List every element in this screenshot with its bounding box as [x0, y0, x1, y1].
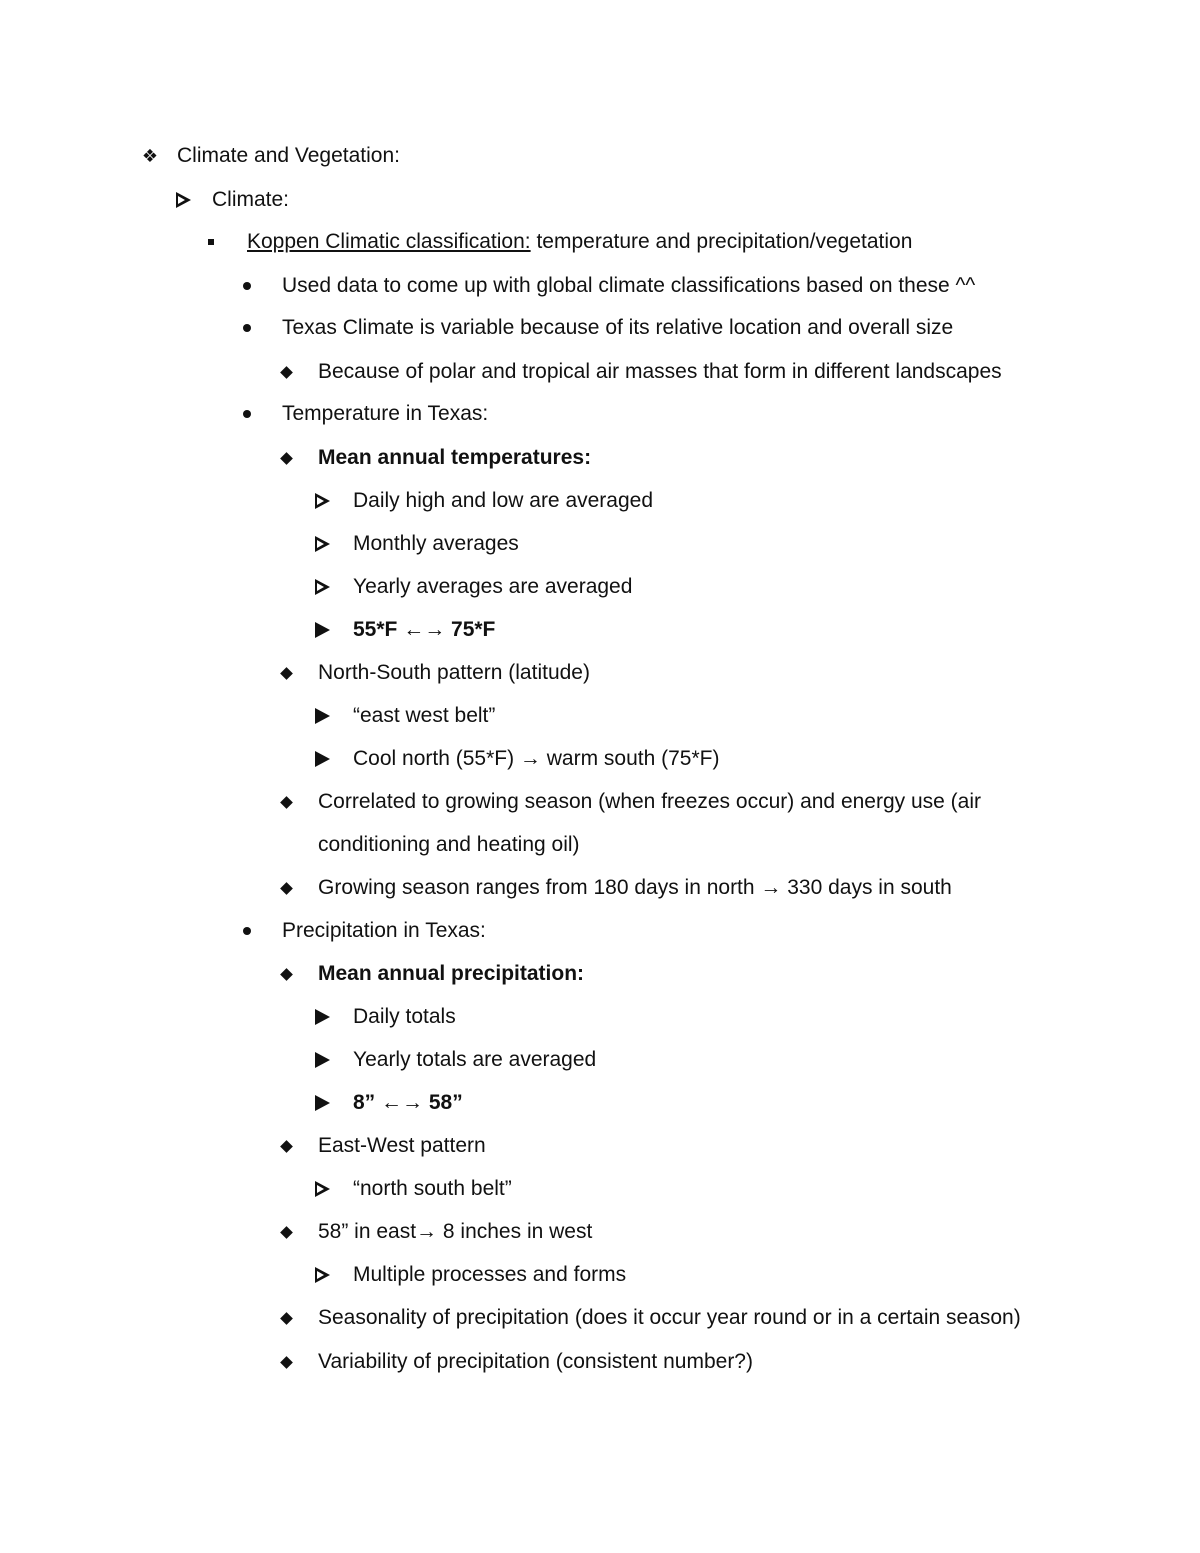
outline-item-text: North-South pattern (latitude) [318, 661, 590, 684]
outline-item [0, 270, 1200, 302]
hollow-arrowhead-icon [311, 571, 333, 603]
outline-item [0, 872, 1200, 904]
hollow-arrowhead-icon [311, 528, 333, 560]
outline-item [0, 140, 1200, 172]
outline-item [0, 1087, 1200, 1119]
outline-item [0, 1130, 1200, 1162]
diamond-bullet-icon [275, 1346, 297, 1378]
diamond-bullet-icon [275, 786, 297, 818]
diamond-bullet-icon [275, 958, 297, 990]
outline-item [0, 1259, 1200, 1291]
ornament-icon: ❖ [141, 146, 159, 166]
outline-item-text: conditioning and heating oil) [318, 833, 580, 856]
outline-item [0, 442, 1200, 474]
diamond-bullet-icon [275, 872, 297, 904]
outline-item [0, 184, 1200, 216]
hollow-arrowhead-icon [311, 1259, 333, 1291]
diamond-bullet-icon [275, 1130, 297, 1162]
outline-item [0, 1302, 1200, 1334]
outline-item [0, 1346, 1200, 1378]
outline-item [0, 700, 1200, 732]
outline-item-text: Mean annual precipitation: [318, 962, 585, 985]
outline-item-text: Growing season ranges from 180 days in north → 330 days in south [318, 876, 952, 899]
outline-item-text: Precipitation in Texas: [282, 919, 486, 942]
outline-item-text: Mean annual temperatures: [318, 446, 592, 469]
term-definition: temperature and precipitation/vegetation [530, 230, 913, 253]
term-label: Koppen Climatic classification: [247, 230, 531, 253]
outline-item-text: Correlated to growing season (when freezes occur) and energy use (air [318, 790, 982, 813]
dot-bullet-icon [236, 312, 258, 344]
outline-item-text: Daily high and low are averaged [353, 489, 654, 512]
dot-bullet-icon [236, 398, 258, 430]
arrowhead-icon [311, 1044, 333, 1076]
outline-item-text: Monthly averages [353, 532, 519, 555]
arrowhead-icon [311, 700, 333, 732]
outline-item-text: Temperature in Texas: [282, 402, 489, 425]
diamond-bullet-icon [275, 356, 297, 388]
dot-bullet-icon [236, 270, 258, 302]
outline-item [0, 398, 1200, 430]
outline-item [0, 485, 1200, 517]
arrowhead-icon [311, 1087, 333, 1119]
outline-item-text: Seasonality of precipitation (does it occur year round or in a certain season) [318, 1306, 1021, 1329]
outline-item [0, 528, 1200, 560]
diamond-bullet-icon [275, 442, 297, 474]
hollow-arrowhead-icon [311, 1173, 333, 1205]
hollow-arrowhead-icon [172, 184, 194, 216]
outline-item [0, 356, 1200, 388]
outline-item-text: Variability of precipitation (consistent number?) [318, 1350, 753, 1373]
arrowhead-icon [311, 614, 333, 646]
outline-item-text: “east west belt” [353, 704, 496, 727]
outline-item [0, 571, 1200, 603]
outline-item-text: 8” ←→ 58” [353, 1091, 463, 1114]
outline-item-text: Texas Climate is variable because of its relative location and overall size [282, 316, 954, 339]
outline-item-text: East-West pattern [318, 1134, 486, 1157]
outline-item-text: Climate and Vegetation: [177, 144, 400, 167]
arrowhead-icon [311, 743, 333, 775]
outline-item [0, 829, 1200, 861]
outline-item-text: Multiple processes and forms [353, 1263, 627, 1286]
outline-item-text: Climate: [212, 188, 290, 211]
outline-item-text [247, 226, 912, 258]
outline-item [0, 958, 1200, 990]
outline-item-text: Because of polar and tropical air masses that form in different landscapes [318, 360, 1002, 383]
outline-item [0, 1044, 1200, 1076]
outline-item [0, 614, 1200, 646]
outline-item-text: 58” in east→ 8 inches in west [318, 1220, 593, 1243]
outline-item [0, 915, 1200, 947]
outline-item-text: Cool north (55*F) → warm south (75*F) [353, 747, 720, 770]
outline-item-text: Yearly averages are averaged [353, 575, 633, 598]
outline-item-text: Used data to come up with global climate classifications based on these ^^ [282, 274, 976, 297]
outline-item-text: Yearly totals are averaged [353, 1048, 597, 1071]
hollow-arrowhead-icon [311, 485, 333, 517]
outline-item [0, 312, 1200, 344]
square-bullet-icon [200, 226, 222, 258]
outline-item [0, 743, 1200, 775]
outline-item-text: Daily totals [353, 1005, 456, 1028]
dot-bullet-icon [236, 915, 258, 947]
diamond-bullet-icon [275, 1216, 297, 1248]
outline-item [0, 1001, 1200, 1033]
diamond-bullet-icon [275, 1302, 297, 1334]
outline-item [0, 657, 1200, 689]
outline-item [0, 1173, 1200, 1205]
outline-item [0, 1216, 1200, 1248]
outline-item-text: 55*F ←→ 75*F [353, 618, 496, 641]
outline-item-text: “north south belt” [353, 1177, 512, 1200]
outline-item [0, 226, 1200, 258]
outline-item [0, 786, 1200, 818]
diamond-bullet-icon [275, 657, 297, 689]
arrowhead-icon [311, 1001, 333, 1033]
